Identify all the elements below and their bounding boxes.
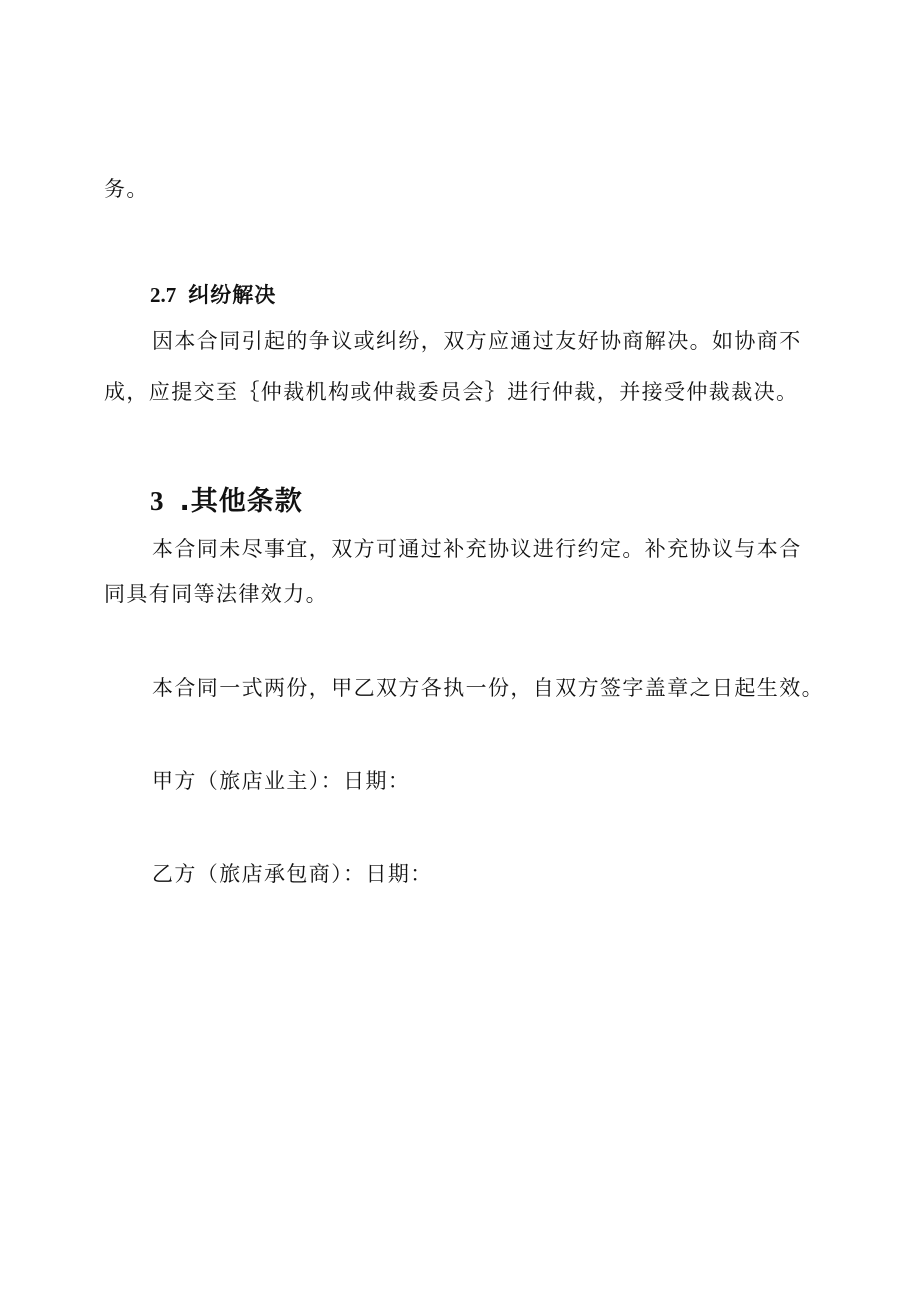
section-2-7-line-2: 成，应提交至｛仲裁机构或仲裁委员会｝进行仲裁，并接受仲裁裁决。 bbox=[104, 380, 799, 404]
party-a-signature-line: 甲方（旅店业主）：日期： bbox=[152, 769, 411, 793]
section-number: 3 bbox=[150, 486, 164, 516]
paragraph-tail: 务。 bbox=[104, 177, 149, 201]
section-2-7-line-1: 因本合同引起的争议或纠纷，双方应通过友好协商解决。如协商不 bbox=[152, 329, 802, 353]
section-title: .其他条款 bbox=[179, 486, 303, 517]
party-b-signature-line: 乙方（旅店承包商）：日期： bbox=[152, 862, 433, 886]
section-3-line-2: 同具有同等法律效力。 bbox=[104, 582, 328, 606]
copies-clause: 本合同一式两份，甲乙双方各执一份，自双方签字盖章之日起生效。 bbox=[152, 676, 824, 700]
section-3-heading bbox=[150, 483, 303, 520]
section-3-line-1: 本合同未尽事宜，双方可通过补充协议进行约定。补充协议与本合 bbox=[152, 537, 802, 561]
section-2-7-heading bbox=[150, 280, 276, 310]
section-number: 2.7 bbox=[150, 283, 177, 307]
section-title: 纠纷解决 bbox=[188, 283, 277, 307]
